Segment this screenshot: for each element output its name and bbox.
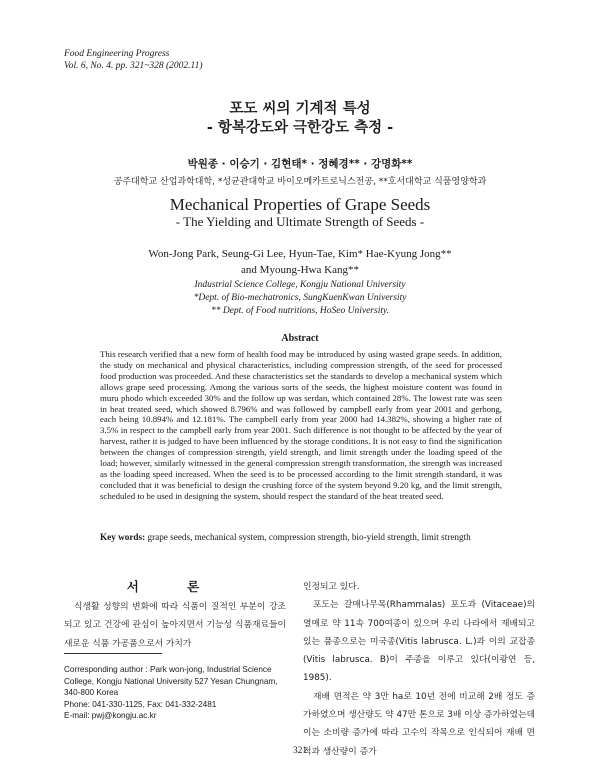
page-number: 321 <box>292 746 308 756</box>
paragraph: 포도는 갈매나무목(Rhammalas) 포도과 (Vitaceae)의 열매로 약 11속 700여종이 있으며 우리 나라에서 재배되고 있는 품종으로는 미국종(Vitis labrusca. L.)과 이의 교잡종(Vitis labrusca. B)이 주종을 이루고 있다(이광연 등, 1985). <box>303 600 535 684</box>
paragraph: 인정되고 있다. <box>303 582 360 592</box>
section-heading: 서 론 <box>126 579 222 594</box>
korean-title-sub: - 항복강도와 극한강도 측정 - <box>206 120 394 136</box>
english-affiliations <box>0 279 600 318</box>
intro-right-column <box>303 578 535 761</box>
korean-title-main: 포도 씨의 기계적 특성 <box>229 101 371 117</box>
korean-affiliations: 공주대학교 산업과학대학, *성균관대학교 바이오메카트로닉스전공, **호서대학교 식품영양학과 <box>113 177 487 187</box>
korean-title <box>0 100 600 138</box>
abstract-text: This research verified that a new form of health food may be introduced by using wasted grape seeds. In addition, the study on mechanical and physical characteristics, including compression strength, of the seed for processed food production was proceeded. And these characteristics set the standards to develop a mechanical system which allows grape seed processing. Among the various sorts of the seeds, the highest moisture content was found in muru phodo which exceeded 30% and the follow up was serdan, which contained 28%. The lowest rate was seen in heat treated seed, which showed 8.796% and was followed by campbell early from year 2001 and gerbong, each being 10.894% and 12.181%. The campbell early from year 2000 had 14.382%, showing a higher rate of 3.5% in respect to the campbell early from year 2001. Such difference is not thought to be affected by the year of harvest, rather it is judged to have been influenced by the storage conditions. It is not easy to find the signification between the changes of compression strength, yield strength, and limit strength under the loading speed of the load; however, similarly witnessed in the general compression strength transformation, the strength was increased as the loading speed increased. When the seed is to be processed according to the limit strength standard, it was concluded that it was beneficial to design the crushing force of the system beyond 9.20 kg, and the limit strength, scheduled to be used in designing the system, should respect the standard of the heat treated seed. <box>100 349 502 501</box>
keywords-text: grape seeds, mechanical system, compression strength, bio-yield strength, limit strength <box>147 532 471 542</box>
journal-header <box>64 48 203 72</box>
paragraph: 재배 면적은 약 3만 ha로 10년 전에 비교해 2배 정도 증가하였으며 생산량도 약 47만 톤으로 3배 이상 증가하였는데 이는 소비량 증가에 따라 고수익 작목으로 인식되어 재배 면적과 생산량이 증가 <box>303 691 535 757</box>
intro-left-column: 식생활 성향의 변화에 따라 식품이 질적인 부분이 강조되고 있고 건강에 관심이 높아지면서 기능성 식품재료들이 새로운 식품 가공품으로서 가치가 <box>64 602 286 649</box>
affiliation-line: *Dept. of Bio-mechatronics, SungKuenKwan University <box>193 293 407 303</box>
journal-volume: Vol. 6, No. 4. pp. 321~328 (2002.11) <box>64 61 203 71</box>
keywords-label: Key words: <box>100 532 146 542</box>
english-authors <box>0 246 600 278</box>
keywords <box>100 532 502 542</box>
corresponding-author-footnote <box>64 664 286 722</box>
affiliation-line: ** Dept. of Food nutritions, HoSeo University. <box>210 306 390 316</box>
english-title: Mechanical Properties of Grape Seeds <box>169 195 431 214</box>
affiliation-line: Industrial Science College, Kongju National University <box>194 280 406 290</box>
abstract-heading: Abstract <box>281 333 319 344</box>
journal-name: Food Engineering Progress <box>64 49 170 59</box>
english-subtitle: - The Yielding and Ultimate Strength of Seeds - <box>175 214 425 229</box>
footnote-line: Corresponding author : Park won-jong, Industrial Science College, Kongju National University 527 Yesan Chungnam, 340-800 Korea <box>64 665 278 698</box>
footnote-line: Phone: 041-330-1125, Fax: 041-332-2481 <box>64 699 217 709</box>
english-authors-line2: and Myoung-Hwa Kang** <box>241 264 359 276</box>
footnote-line: E-mail: pwj@kongju.ac.kr <box>64 711 157 721</box>
english-authors-line1: Won-Jong Park, Seung-Gi Lee, Hyun-Tae, Kim* Hae-Kyung Jong** <box>148 248 452 260</box>
footnote-divider <box>64 653 162 654</box>
korean-authors: 박원종 · 이승기 · 김현태* · 정혜경** · 강명화** <box>187 158 413 170</box>
